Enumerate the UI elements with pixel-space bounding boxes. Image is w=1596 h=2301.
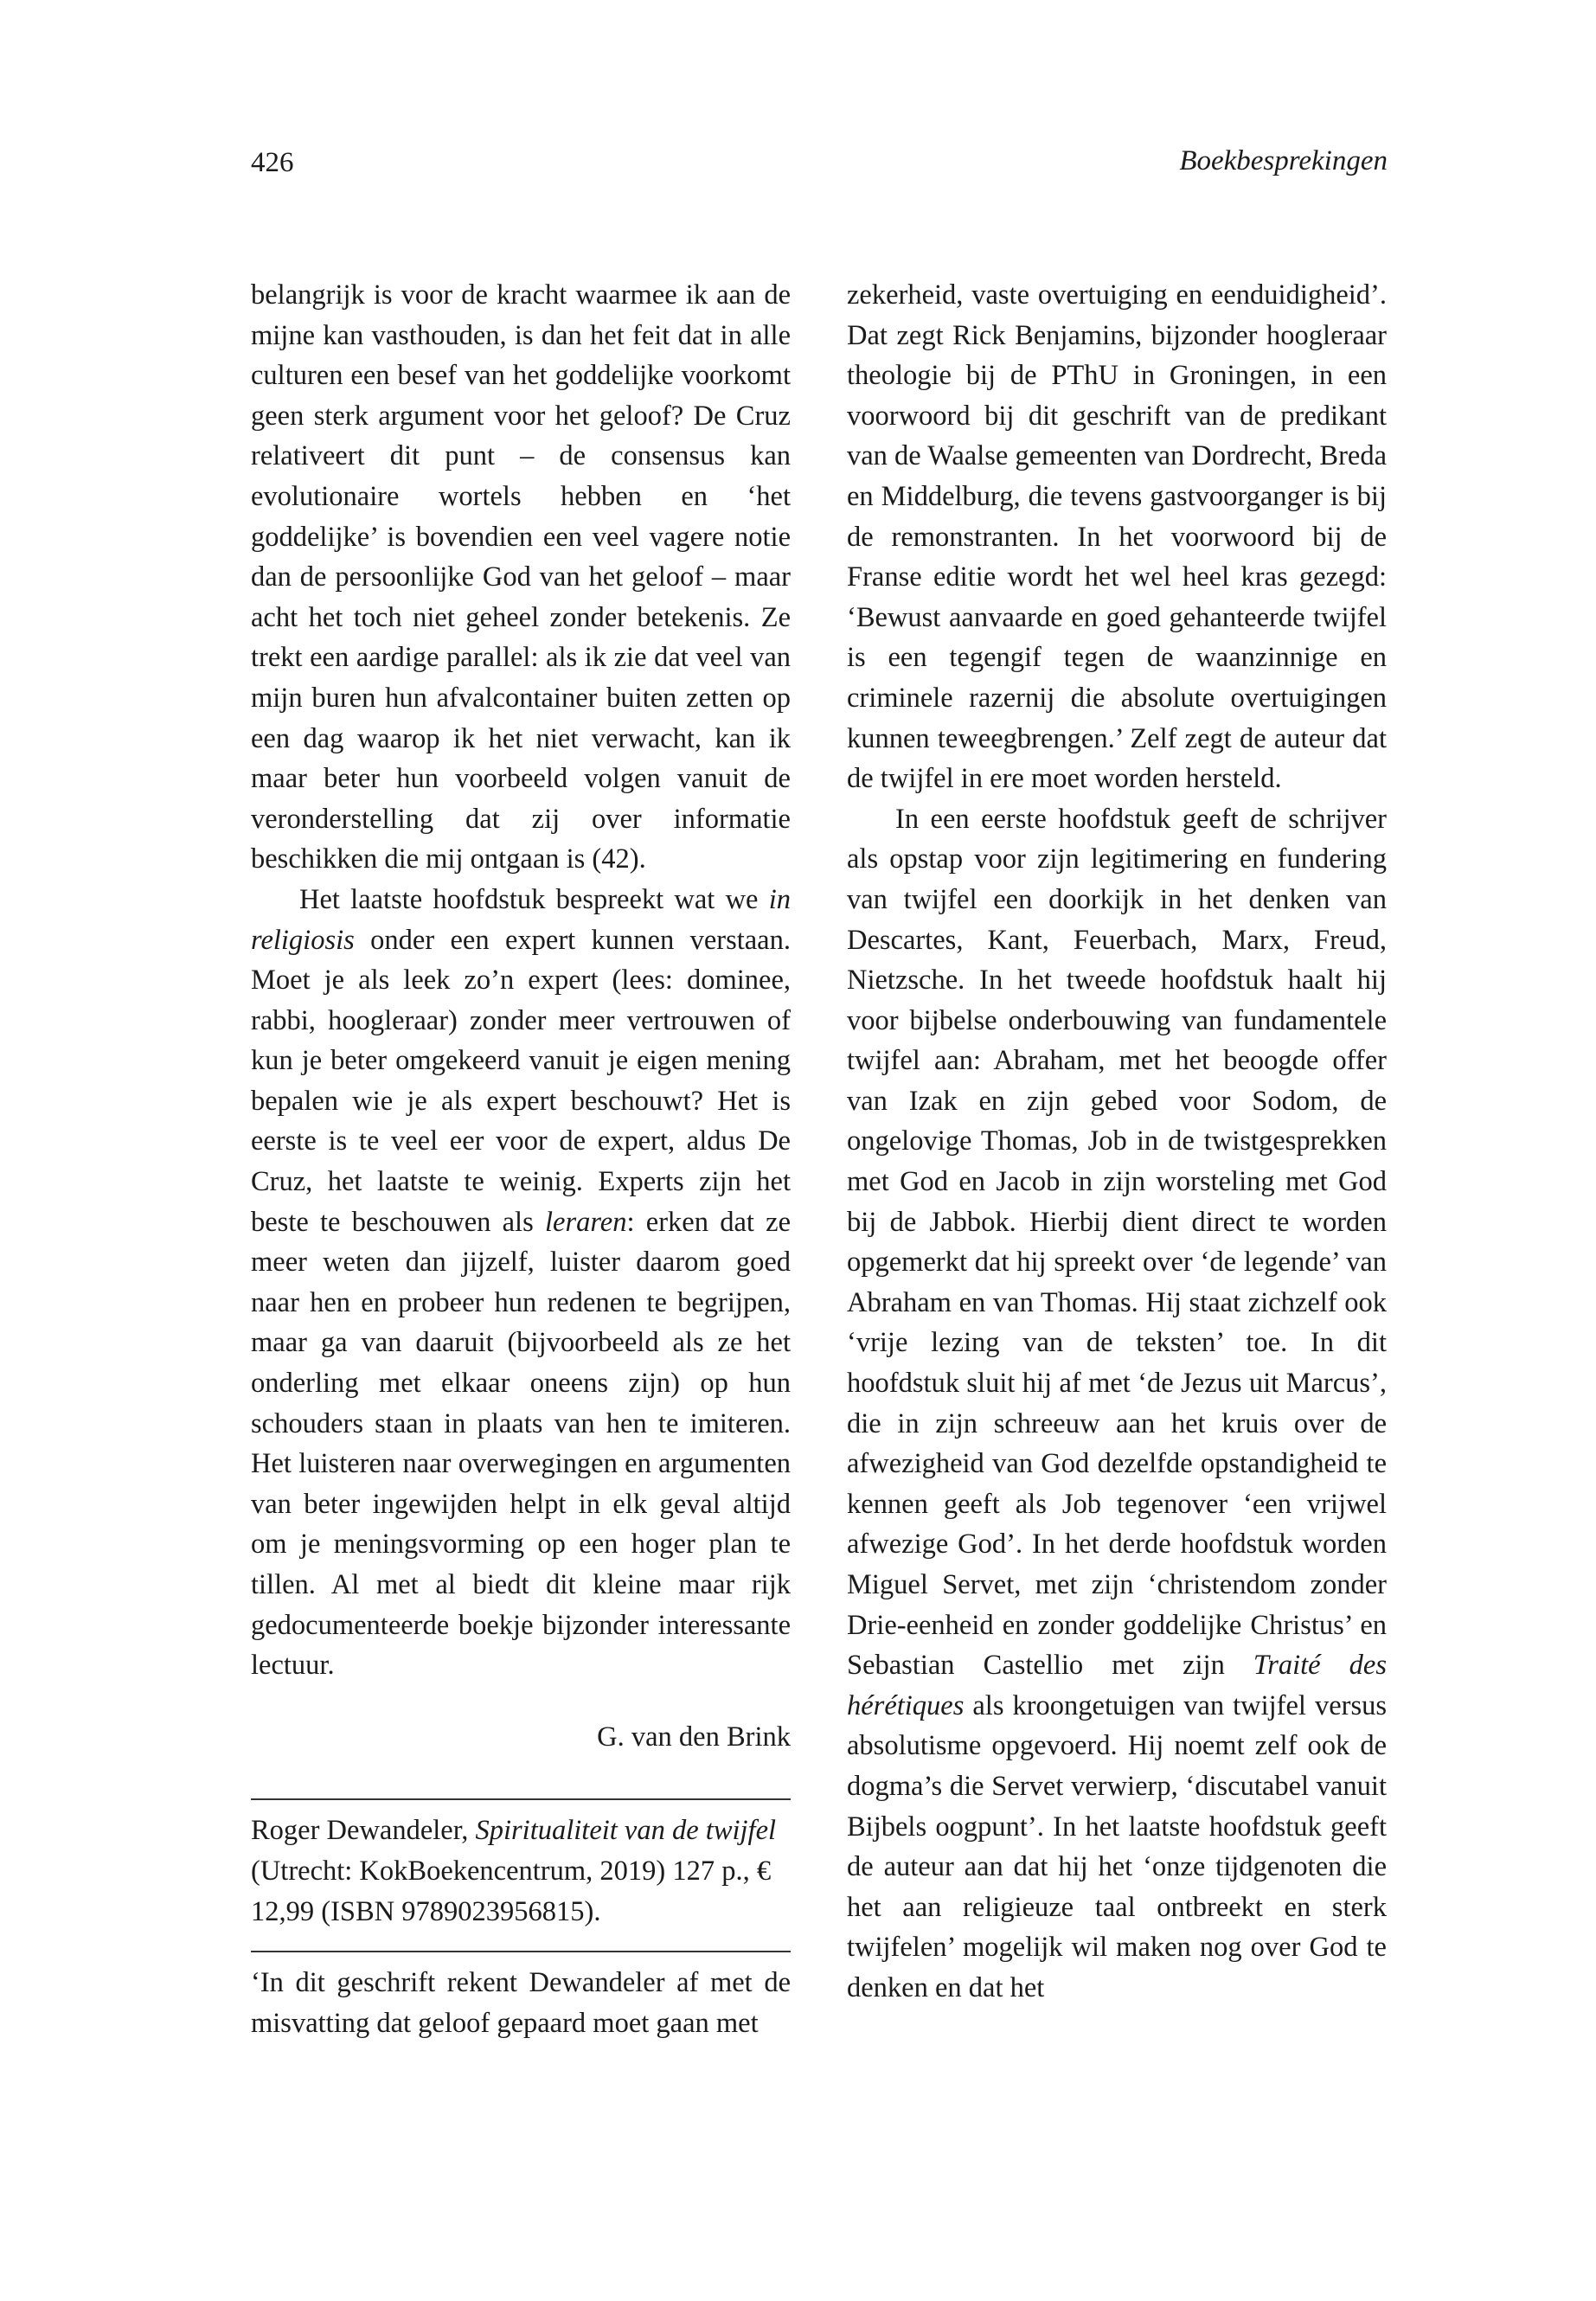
book-details: (Utrecht: KokBoekencentrum, 2019) 127 p., € 12,99 (ISBN 9789023956815). [251, 1855, 772, 1927]
text-run: als kroongetuigen van twijfel versus absolutisme opgevoerd. Hij noemt zelf ook de dogma’s die Servet verwierp, ‘discutabel vanuit Bijbels oogpunt’. In het laatste hoofdstuk geeft de auteur aan dat hij het ‘onze tijdgenoten die het aan religieuze taal ontbreekt en sterk twijfelen’ mogelijk wil maken nog over God te denken en dat het [847, 1689, 1387, 2003]
text-run: onder een expert kunnen verstaan. Moet je als leek zo’n expert (lees: dominee, rabbi, hoogleraar) zonder meer vertrouwen of kun je beter omgekeerd vanuit je eigen mening bepalen wie je als expert beschouwt? Het is eerste is te veel eer voor de expert, aldus De Cruz, het laatste te weinig. Experts zijn het beste te beschouwen als [251, 924, 791, 1238]
text-run: Het laatste hoofdstuk bespreekt wat we [299, 883, 769, 915]
text-run: : erken dat ze meer weten dan jijzelf, luister daarom goed naar hen en probeer hun redenen te begrijpen, maar ga van daaruit (bijvoorbeeld als ze het onderling met elkaar oneens zijn) op hun schouders staan in plaats van hen te imiteren. Het luisteren naar overwegingen en argumenten van beter ingewijden helpt in elk geval altijd om je meningsvorming op een hoger plan te tillen. Al met al biedt dit kleine maar rijk gedocumenteerde boekje bijzonder interessante lectuur. [251, 1206, 791, 1682]
book-author: Roger Dewandeler, [251, 1815, 476, 1847]
text-run: In een eerste hoofdstuk geeft de schrijver als opstap voor zijn legitimering en fundering van twijfel een doorkijk in het denken van Descartes, Kant, Feuerbach, Marx, Freud, Nietzsche. In het tweede hoofdstuk haalt hij voor bijbelse onderbouwing van fundamentele twijfel aan: Abraham, met het beoogde offer van Izak en zijn gebed voor Sodom, de ongelovige Thomas, Job in de twistgesprekken met God en Jacob in zijn worsteling met God bij de Jabbok. Hierbij dient direct te worden opgemerkt dat hij spreekt over ‘de legende’ van Abraham en van Thomas. Hij staat zichzelf ook ‘vrije lezing van de teksten’ toe. In dit hoofdstuk sluit hij af met ‘de Jezus uit Marcus’, die in zijn schreeuw aan het kruis over de afwezigheid van God dezelfde opstandigheid te kennen geeft als Job tegenover ‘een vrijwel afwezige God’. In het derde hoofdstuk worden Miguel Servet, met zijn ‘christendom zonder Drie-eenheid en zonder goddelijke Christus’ en Sebastian Castellio met zijn [847, 803, 1387, 1682]
italic-text: in religiosis [251, 883, 791, 956]
reviewer-signature: G. van den Brink [597, 1721, 791, 1753]
bibliographic-entry [251, 1811, 791, 1932]
paragraph: ‘In dit geschrift rekent Dewandeler af met de misvatting dat geloof gepaard moet gaan met [251, 1967, 791, 2039]
italic-text: leraren [545, 1206, 627, 1238]
right-column [847, 275, 1387, 2009]
running-header: Boekbesprekingen [1179, 145, 1388, 176]
paragraph [847, 799, 1387, 2009]
page-number: 426 [251, 147, 294, 178]
divider [251, 1798, 791, 1800]
divider [251, 1951, 791, 1952]
paragraph: zekerheid, vaste overtuiging en eenduidigheid’. Dat zegt Rick Benjamins, bijzonder hoogleraar theologie bij de PThU in Groningen, in een voorwoord bij dit geschrift van de predikant van de Waalse gemeenten van Dordrecht, Breda en Middelburg, die tevens gastvoorganger is bij de remonstranten. In het voorwoord bij de Franse editie wordt het wel heel kras gezegd: ‘Bewust aanvaarde en goed gehanteerde twijfel is een tegengif tegen de waanzinnige en criminele razernij die absolute overtuigingen kunnen teweegbrengen.’ Zelf zegt de auteur dat de twijfel in ere moet worden hersteld. [847, 279, 1387, 795]
book-title: Spiritualiteit van de twijfel [475, 1815, 777, 1847]
italic-text: Traité des hérétiques [847, 1650, 1387, 1721]
left-column [251, 275, 791, 2043]
paragraph [251, 880, 791, 1686]
paragraph: belangrijk is voor de kracht waarmee ik aan de mijne kan vasthouden, is dan het feit dat in alle culturen een besef van het goddelijke voorkomt geen sterk argument voor het geloof? De Cruz relativeert dit punt – de consensus kan evolutionaire wortels hebben en ‘het goddelijke’ is bovendien een veel vagere notie dan de persoonlijke God van het geloof – maar acht het toch niet geheel zonder betekenis. Ze trekt een aardige parallel: als ik zie dat veel van mijn buren hun afvalcontainer buiten zetten op een dag waarop ik het niet verwacht, kan ik maar beter hun voorbeeld volgen vanuit de veronderstelling dat zij over informatie beschikken die mij ontgaan is (42). [251, 279, 791, 875]
